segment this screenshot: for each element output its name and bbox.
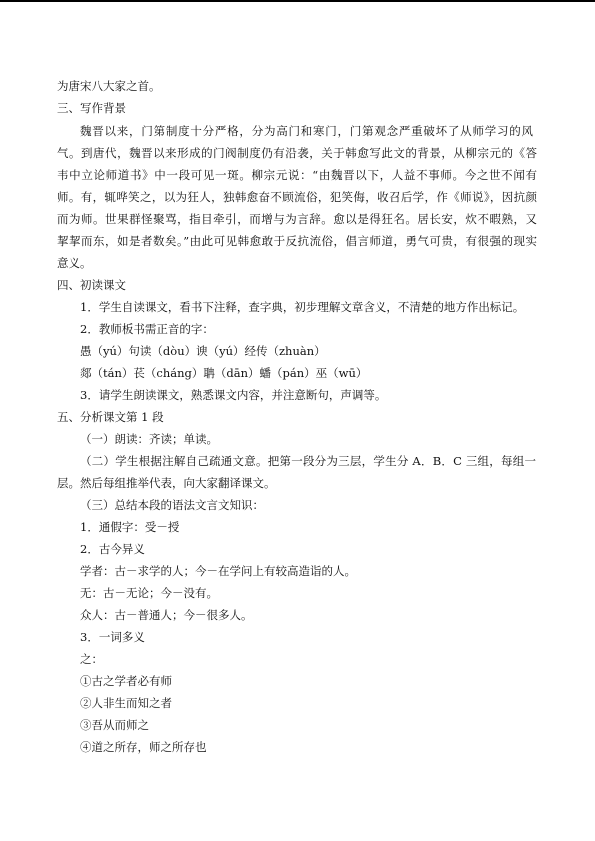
paragraph-line: 挈挈而东，如是者数矣。”由此可见韩愈敢于反抗流俗，倡言师道，勇气可贵，有很强的现实 [57,234,537,248]
paragraph-line: 而为师。世果群怪聚骂，指目牵引，而增与为言辞。愈以是得狂名。居长安，炊不暇熟，又 [57,212,537,226]
example-line: ②人非生而知之者 [80,696,172,710]
section-heading: 四、初读课文 [57,278,126,292]
text-line: 为唐宋八大家之首。 [57,79,161,93]
list-item: 3．请学生朗读课文，熟悉课文内容，并注意断句，声调等。 [80,388,387,402]
paragraph-line: 魏晋以来，门第制度十分严格，分为高门和寒门，门第观念严重破坏了从师学习的风 [80,124,533,138]
list-item: 1．通假字：受－授 [80,520,180,534]
list-item: （一）朗读：齐读；单读。 [80,432,218,446]
list-item: （三）总结本段的语法文言文知识： [80,498,264,512]
paragraph-line: 气。到唐代，魏晋以来形成的门阀制度仍有沿袭，关于韩愈写此文的背景，从柳宗元的《答 [57,146,537,160]
list-item: 3．一词多义 [80,630,145,644]
definition-line: 无：古－无论；今－没有。 [80,586,218,600]
paragraph-line: （二）学生根据注解自己疏通文意。把第一段分为三层，学生分 A．B．C 三组，每组一 [80,454,536,468]
paragraph-line: 韦中立论师道书》中一段可见一斑。柳宗元说：“由魏晋以下，人益不事师。今之世不闻有 [57,168,537,182]
pronunciation-line: 愚（yú）句读（dòu）谀（yú）经传（zhuàn） [80,344,326,358]
definition-line: 众人：古－普通人；今－很多人。 [80,608,253,622]
section-heading: 五、分析课文第 1 段 [57,410,164,424]
definition-line: 学者：古－求学的人；今－在学问上有较高造诣的人。 [80,564,356,578]
list-item: 2．教师板书需正音的字： [80,322,214,336]
list-item: 2．古今异义 [80,542,145,556]
list-item: 1．学生自读课文，看书下注释，查字典，初步理解文章含义，不清楚的地方作出标记。 [80,300,525,314]
example-line: ④道之所存，师之所存也 [80,740,207,754]
example-line: ③吾从而师之 [80,718,149,732]
paragraph-line: 意义。 [57,256,92,270]
list-item: 之： [80,652,103,666]
example-line: ①古之学者必有师 [80,674,172,688]
paragraph-line: 师。有，辄哗笑之，以为狂人，独韩愈奋不顾流俗，犯笑侮，收召后学，作《师说》，因抗颜 [57,190,537,204]
pronunciation-line: 郯（tán）苌（cháng）聃（dān）蟠（pán）巫（wū） [80,366,368,380]
paragraph-line: 层。然后每组推举代表，向大家翻译课文。 [57,476,276,490]
section-heading: 三、写作背景 [57,101,126,115]
